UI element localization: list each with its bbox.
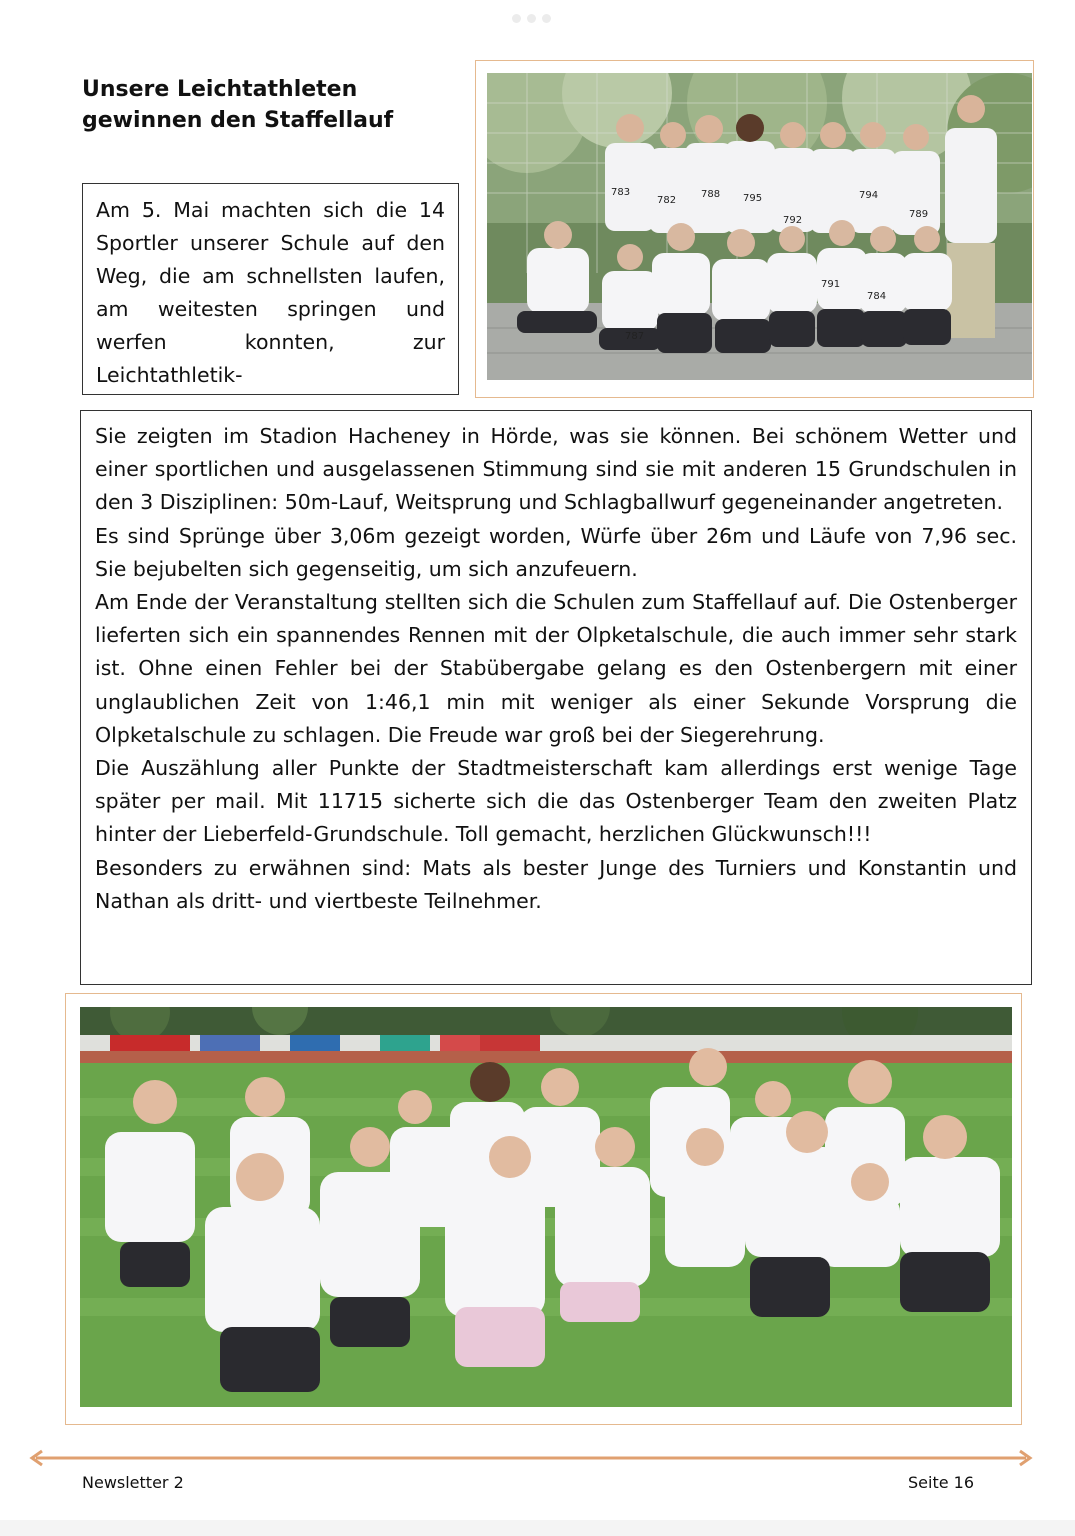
paragraph-results: Es sind Sprünge über 3,06m gezeigt worden, Würfe über 26m und Läufe von 7,96 sec. Sie bejubelten sich gegenseitig, um sich anzufeuern. [95, 523, 1017, 581]
bib-number: 789 [909, 209, 929, 220]
intro-text-box [82, 183, 459, 395]
page-bottom-band [0, 1520, 1075, 1536]
article-title [82, 74, 462, 136]
bib-number: 792 [783, 215, 803, 226]
bib-number: 795 [743, 193, 763, 204]
paragraph-competition: Sie zeigten im Stadion Hacheney in Hörde, was sie können. Bei schönem Wetter und einer sportlichen und ausgelassenen Stimmung sind sie mit anderen 15 Grundschulen in den 3 Disziplinen: 50m-Lauf, Weitsprung und Schlagballwurf gegeneinander angetreten. [95, 424, 1017, 515]
article-title-line-2: gewinnen den Staffellauf [82, 108, 394, 133]
article-title-line-1: Unsere Leichtathleten [82, 77, 358, 102]
intro-text: Am 5. Mai machten sich die 14 Sportler unserer Schule auf den Weg, die am schnellsten laufen, am weitesten springen und werfen konnten, zur Leichtathletik- [96, 198, 445, 387]
celebration-photo [80, 1007, 1012, 1407]
footer-page-number: Seite 16 [908, 1473, 975, 1492]
bib-number: 784 [867, 291, 887, 302]
paragraph-ranking: Die Auszählung aller Punkte der Stadtmeisterschaft kam allerdings erst wenige Tage später per mail. Mit 11715 sicherte sich die das Ostenberger Team den zweiten Platz hinter der Lieberfeld-Grundschule. Toll gemacht, herzlichen Glückwunsch!!! [95, 756, 1017, 847]
paragraph-highlights: Besonders zu erwähnen sind: Mats als bester Junge des Turniers und Konstantin und Nathan als dritt- und viertbeste Teilnehmer. [95, 855, 1017, 913]
page-indicator-dots [512, 14, 551, 23]
paragraph-relay: Am Ende der Veranstaltung stellten sich die Schulen zum Staffellauf auf. Die Ostenberger lieferten sich ein spannendes Rennen mit der Olpketalschule, die auch immer sehr stark ist. Ohne einen Fehler bei der Stabübergabe gelang es den Ostenbergern mit einer unglaublichen Zeit von 1:46,1 min mit weniger als einer Sekunde Vorsprung die Olpketalschule zu schlagen. Die Freude war groß bei der Siegerehrung. [95, 590, 1017, 747]
footer-divider-arrow [28, 1448, 1034, 1468]
footer-newsletter: Newsletter 2 [82, 1473, 184, 1492]
bib-number: 787 [625, 331, 645, 342]
bib-number: 794 [859, 190, 879, 201]
team-photo [487, 73, 1032, 380]
bib-number: 791 [821, 279, 841, 290]
main-text-box [80, 410, 1032, 985]
bib-number: 782 [657, 195, 677, 206]
bib-number: 783 [611, 187, 631, 198]
bib-number: 788 [701, 189, 721, 200]
